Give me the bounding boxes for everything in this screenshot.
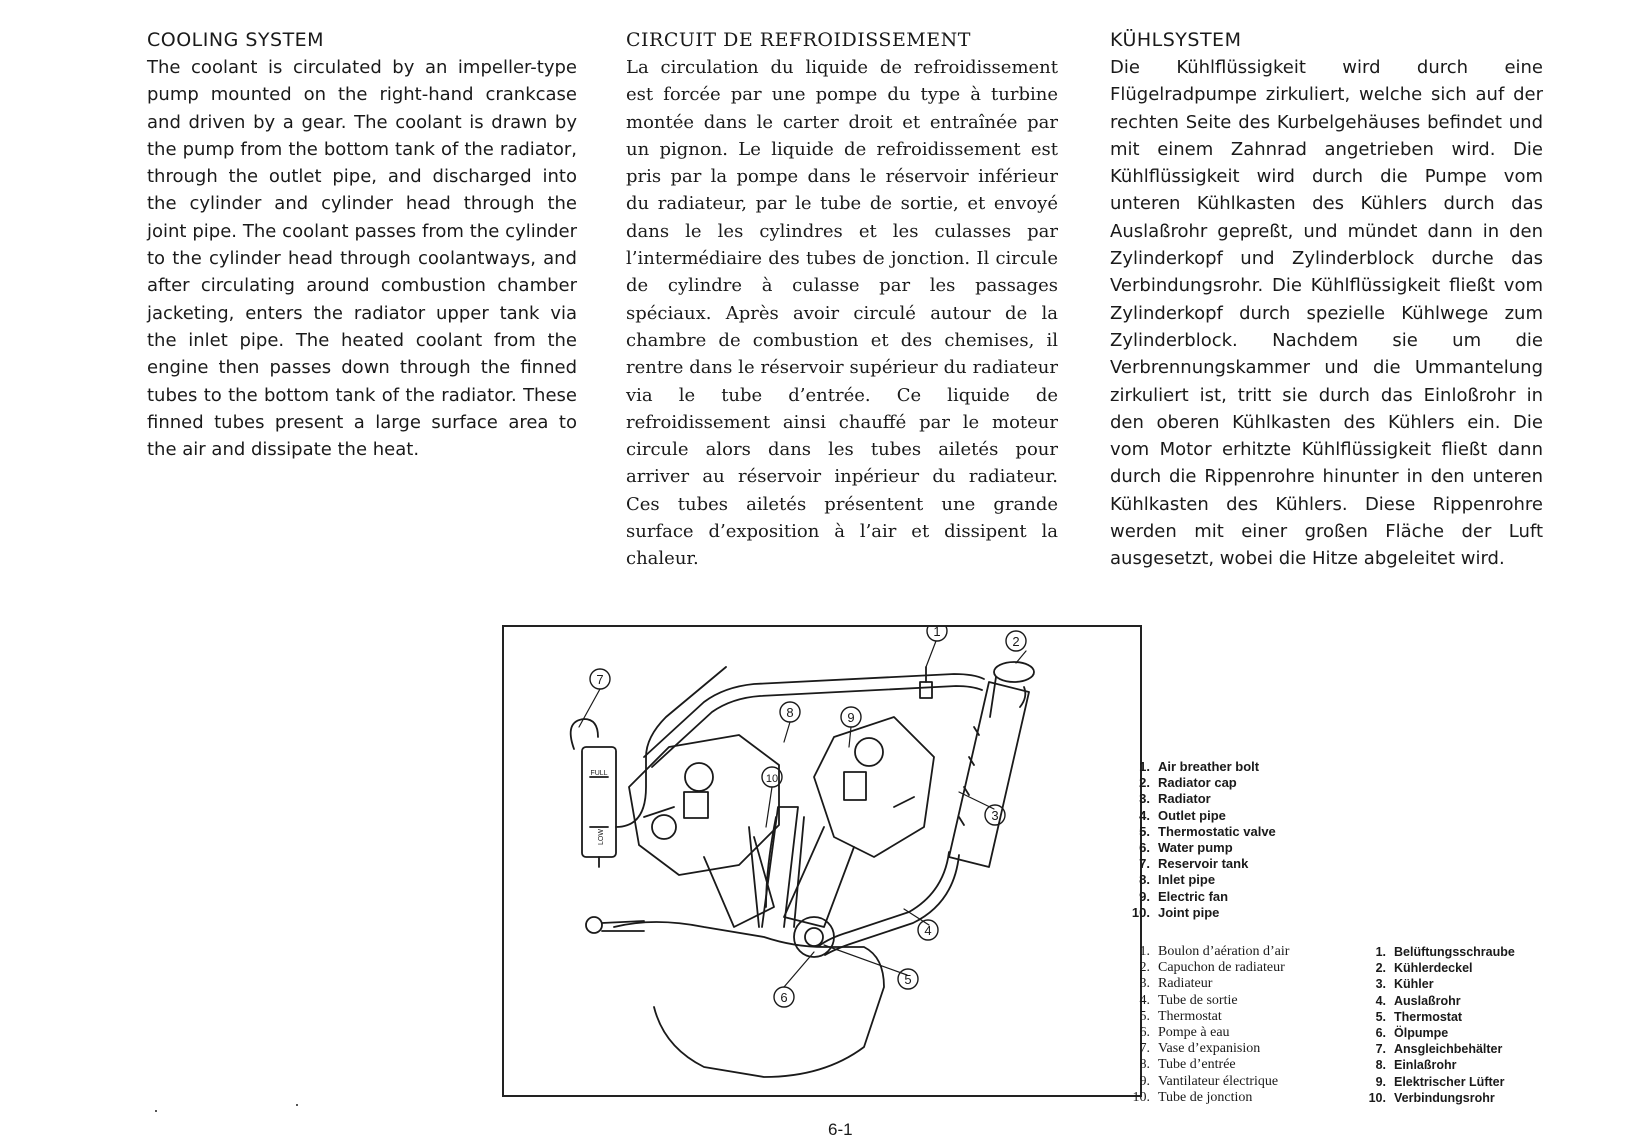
legend-item-label: Vase d’expanision [1158,1041,1261,1057]
legend-item-label: Water pump [1158,840,1233,856]
callout-7 [590,669,610,689]
svg-text:5: 5 [904,972,912,987]
legend-item-number: 6. [1139,840,1150,856]
scan-speck [296,1104,298,1106]
legend-item-label: Inlet pipe [1158,872,1216,888]
legend-item [1120,872,1276,888]
legend-item-number: 7. [1139,1041,1150,1057]
heading-french: CIRCUIT DE REFROIDISSEMENT [626,29,971,51]
legend-item [1120,759,1276,775]
body-german: Die Kühlflüssigkeit wird durch eine Flügelradpumpe zirkuliert, welche sich auf der rechten Seite des Kurbelgehäuses befindet und mit einem Zahnrad angetrieben wird. Die Kühlflüssigkeit wird durch die Pumpe vom unteren Kühlkasten des Kühlers durch das Auslaßrohr gepreßt, und mündet dann in den Zylinderkopf und Zylinderblock durche das Verbindungsrohr. Die Kühlflüssigkeit fließt vom Zylinderkopf durch spezielle Kühlwege zum Zylinderblock. Nachdem sie um die Verbrennungskammer und die Ummantelung zirkuliert ist, tritt sie durch das Einloßrohr in den oberen Kühlkasten des Kühlers ein. Die vom Motor erhitzte Kühlflüssigkeit fließt dann durch die Rippenrohre hinunter in den unteren Kühlkasten des Kühlers. Diese Rippenrohre werden mit einer großen Fläche der Luft ausgesetzt, wobei die Hitze abgeleitet wird. [1110,57,1543,570]
svg-text:8: 8 [786,705,794,720]
inlet-pipe [644,674,984,767]
air-breather-bolt [920,667,932,698]
legend-item-number: 7. [1139,856,1150,872]
legend-item [1120,808,1276,824]
column-english [147,26,577,463]
callout-6 [774,987,794,1007]
legend-item-label: Outlet pipe [1158,807,1226,823]
svg-text:4: 4 [924,923,932,938]
legend-item-number: 3. [1375,977,1386,992]
legend-item [1120,944,1289,960]
legend-item-number: 6. [1139,1025,1150,1041]
cooling-system-diagram [504,627,1140,1095]
legend-item [1356,944,1515,960]
legend-item [1356,1074,1515,1090]
legend-item-label: Electric fan [1158,888,1229,904]
legend-item-number: 7. [1375,1042,1386,1057]
legend-item [1120,1009,1289,1025]
legend-item-label: Verbindungsrohr [1394,1090,1495,1105]
legend-item-label: Ölpumpe [1394,1026,1449,1041]
legend-item-number: 1. [1375,945,1386,959]
legend-item-label: Auslaßrohr [1394,993,1461,1008]
callout-8 [780,702,800,722]
legend-item-label: Boulon d’aération d’air [1158,944,1290,959]
legend-item-number: 9. [1139,888,1150,904]
scan-speck [155,1110,157,1112]
svg-text:7: 7 [596,672,604,687]
legend-item-number: 3. [1139,976,1150,992]
legend-german [1356,944,1515,1106]
legend-item [1120,1041,1289,1057]
svg-text:10: 10 [765,773,779,785]
heading-german: KÜHLSYSTEM [1110,29,1242,51]
legend-item-label: Reservoir tank [1158,856,1249,872]
water-pump-circle [794,917,834,957]
legend-item-number: 5. [1139,1008,1150,1024]
callout-9 [841,707,861,727]
legend-item-label: Radiator [1158,791,1211,807]
legend-item [1120,1025,1289,1041]
callout-3 [985,805,1005,825]
legend-item-label: Ansgleichbehälter [1394,1042,1503,1057]
callout-2 [1006,631,1026,651]
legend-item [1356,1090,1515,1106]
legend-item-label: Radiateur [1158,976,1213,992]
legend-item-number: 9. [1139,1073,1150,1089]
legend-item-label: Tube de sortie [1158,992,1238,1008]
left-cylinder-head [629,735,779,875]
legend-item-label: Capuchon de radiateur [1158,960,1285,976]
legend-item-number: 1. [1139,759,1150,774]
legend-item [1120,889,1276,905]
legend-item-number: 8. [1139,872,1150,888]
legend-item-label: Elektrischer Lüfter [1394,1074,1505,1089]
legend-item [1120,1074,1289,1090]
legend-item [1120,1057,1289,1073]
legend-item [1120,856,1276,872]
body-french: La circulation du liquide de refroidissement est forcée par une pompe du type à turbine montée dans le carter droit et entraînée par un pignon. Le liquide de refroidissement est pris par la pompe dans le réservoir inférieur du radiateur, par le tube de sortie, et envoyé dans le les cylindres et les culasses par l’intermédiaire des tubes de jonction. Il circule de cylindre à culasse par les passages spéciaux. Après avoir circulé autour de la chambre de combustion et des chemises, il rentre dans le réservoir supérieur du radiateur via le tube d’entrée. Ce liquide de refroidissement ainsi chauffé par le moteur circule alors dans les tubes ailetés pour arriver au réservoir inpérieur du radiateur. Ces tubes ailetés présentent une grande surface d’exposition à l’air et dissipent la chaleur. [626,57,1058,570]
legend-item [1120,960,1289,976]
legend-item-number: 5. [1375,1009,1386,1024]
legend-item-label: Thermostat [1158,1008,1222,1024]
legend-item-label: Thermostatic valve [1158,823,1276,839]
legend-item [1356,1025,1515,1041]
legend-item-number: 10. [1368,1090,1386,1105]
legend-item-number: 4. [1139,807,1150,823]
tank-full-text: FULL [590,770,608,777]
legend-item [1120,775,1276,791]
legend-item-label: Vantilateur électrique [1158,1073,1279,1089]
callout-4 [918,920,938,940]
right-cylinder-head [814,717,934,857]
legend-item-label: Belüftungsschraube [1394,945,1515,959]
legend-item [1120,791,1276,807]
page-number: 6-1 [828,1120,853,1139]
legend-item-number: 5. [1139,823,1150,839]
legend-item-label: Kühler [1394,977,1434,992]
legend-item-number: 1. [1139,944,1150,959]
legend-item-label: Air breather bolt [1158,759,1260,774]
legend-item-number: 2. [1375,961,1386,976]
svg-text:6: 6 [780,990,788,1005]
body-english: The coolant is circulated by an impeller-type pump mounted on the right-hand crankcase and driven by a gear. The coolant is drawn by the pump from the bottom tank of the radiator, through the outlet pipe, and discharged into the cylinder and cylinder head through the joint pipe. The coolant passes from the cylinder to the cylinder head through coolantways, and after circulating around combustion chamber jacketing, enters the radiator upper tank via the inlet pipe. The heated coolant from the engine then passes down through the finned tubes to the bottom tank of the radiator. These finned tubes present a large surface area to the air and dissipate the heat. [147,57,577,461]
callout-1 [927,627,947,641]
legend-item-label: Thermostat [1394,1009,1463,1024]
legend-item-number: 8. [1139,1057,1150,1073]
legend-item-number: 8. [1375,1058,1386,1073]
legend-item [1356,976,1515,992]
legend-item [1356,1009,1515,1025]
column-german [1110,26,1543,573]
legend-item-label: Kühlerdeckel [1394,961,1473,976]
legend-item-label: Pompe à eau [1158,1025,1230,1041]
legend-item-number: 10. [1132,1089,1150,1105]
legend-item-label: Tube d’entrée [1158,1057,1236,1073]
legend-item [1356,960,1515,976]
tank-low-text: LOW [598,829,605,845]
legend-item-number: 3. [1139,791,1150,807]
legend-item [1120,976,1289,992]
radiator [949,662,1034,867]
legend-item-number: 9. [1375,1074,1386,1089]
legend-item-number: 6. [1375,1026,1386,1041]
legend-item-number: 4. [1139,992,1150,1008]
crankcase [586,917,884,1077]
legend-item-number: 4. [1375,993,1386,1008]
legend-item [1120,993,1289,1009]
legend-item-label: Joint pipe [1158,904,1220,920]
svg-text:3: 3 [991,808,999,823]
legend-item-label: Radiator cap [1158,775,1237,791]
legend-english [1120,759,1276,921]
heading-english: COOLING SYSTEM [147,29,325,51]
legend-item-label: Tube de jonction [1158,1089,1253,1105]
column-french [626,26,1058,573]
svg-text:9: 9 [847,710,855,725]
legend-item [1120,1090,1289,1106]
legend-item [1120,824,1276,840]
svg-text:1: 1 [933,627,941,639]
outlet-pipe [819,852,959,955]
svg-text:2: 2 [1012,634,1020,649]
legend-item-label: Einlaßrohr [1394,1058,1457,1073]
legend-item [1356,993,1515,1009]
legend-item-number: 2. [1139,960,1150,976]
cooling-system-figure [502,625,1142,1097]
legend-item-number: 2. [1139,775,1150,791]
callout-5 [898,969,918,989]
legend-item [1356,1041,1515,1057]
legend-item [1356,1057,1515,1073]
legend-item-number: 10. [1131,904,1150,920]
legend-item [1120,905,1276,921]
legend-french [1120,944,1289,1106]
legend-item [1120,840,1276,856]
